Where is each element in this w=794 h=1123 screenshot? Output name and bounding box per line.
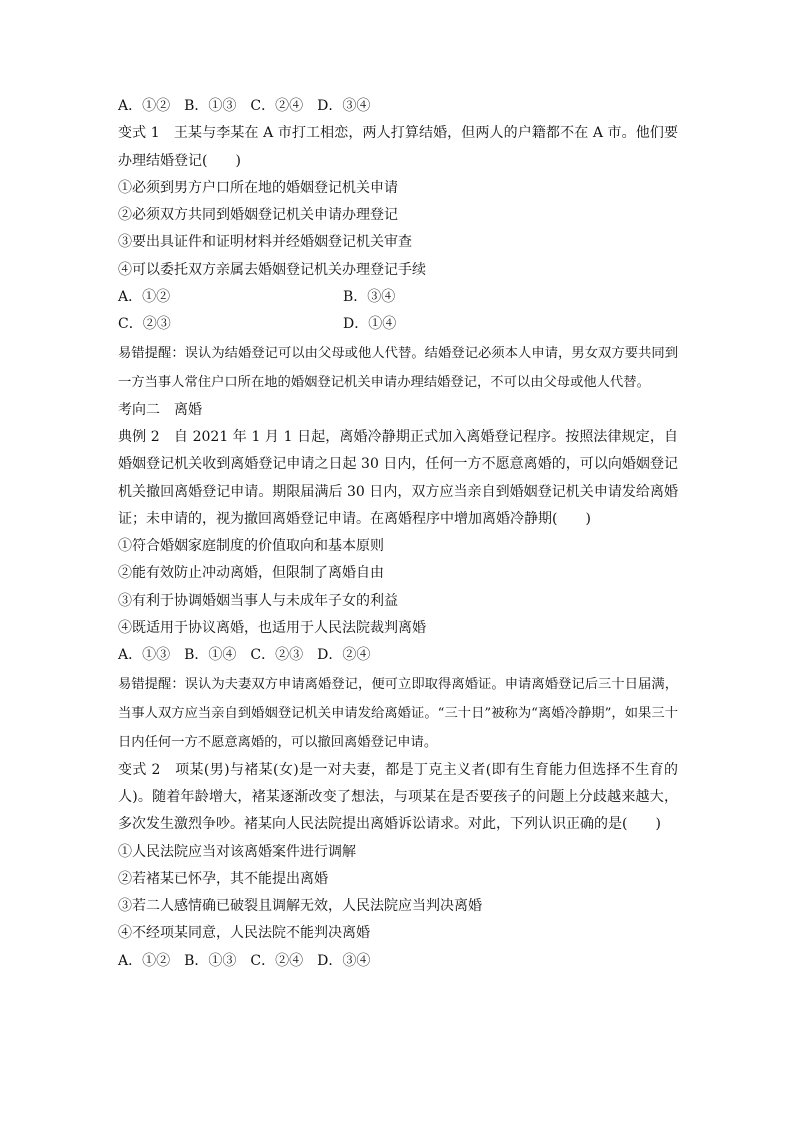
variant1-option-d: D．①④: [343, 316, 397, 333]
variant1-stem: 变式 1 王某与李某在 A 市打工相恋，两人打算结婚，但两人的户籍都不在 A 市。他们要办理结婚登记( ): [118, 125, 678, 169]
variant1-item-4: ④可以委托双方亲属去婚姻登记机关办理登记手续: [118, 261, 426, 278]
example2-stem: 典例 2 自 2021 年 1 月 1 日起，离婚冷静期正式加入离婚登记程序。按照法律规定，自婚姻登记机关收到离婚登记申请之日起 30 日内，任何一方不愿意离婚的，可以向婚姻登记机关撤回离婚登记申请。期限届满后 30 日内，双方应当亲自到婚姻登记机关申请发给离婚证；未申请的，视为撤回离婚登记申请。在离婚程序中增加离婚冷静期( ): [118, 428, 678, 527]
example2-item-4: ④既适用于协议离婚，也适用于人民法院裁判离婚: [118, 620, 426, 637]
variant2-item-1: ①人民法院应当对该离婚案件进行调解: [118, 843, 356, 860]
example2-item-1: ①符合婚姻家庭制度的价值取向和基本原则: [118, 538, 384, 555]
variant1-item-2: ②必须双方共同到婚姻登记机关申请办理登记: [118, 207, 398, 224]
variant1-item-1: ①必须到男方户口所在地的婚姻登记机关申请: [118, 179, 398, 196]
tip1: [118, 339, 678, 397]
tip2-lead: 易错提醒：: [118, 676, 185, 692]
variant1-option-b: B．③④: [343, 289, 396, 306]
variant1-item-3: ③要出具证件和证明材料并经婚姻登记机关审查: [118, 234, 412, 251]
tip2: [118, 670, 678, 757]
variant1-options-row2: [118, 311, 678, 338]
example2-item-2: ②能有效防止冲动离婚，但限制了离婚自由: [118, 565, 384, 582]
variant2-item-4: ④不经项某同意，人民法院不能判决离婚: [118, 925, 370, 942]
tip2-text: 误认为夫妻双方申请离婚登记，便可立即取得离婚证。申请离婚登记后三十日届满，当事人双方应当亲自到婚姻登记机关申请发给离婚证。“三十日”被称为“离婚冷静期”，如果三十日内任何一方不愿意离婚的，可以撤回离婚登记申请。: [118, 676, 678, 750]
document-page: [118, 93, 678, 975]
variant2-stem: 变式 2 项某(男)与褚某(女)是一对夫妻，都是丁克主义者(即有生育能力但选择不生育的人)。随着年龄增大，褚某逐渐改变了想法，与项某在是否要孩子的问题上分歧越来越大，多次发生激烈争吵。褚某向人民法院提出离婚诉讼请求。对此，下列认识正确的是( ): [118, 761, 678, 833]
example2-options: A．①③ B．①④ C．②③ D．②④: [118, 647, 371, 664]
example2-item-3: ③有利于协调婚姻当事人与未成年子女的利益: [118, 592, 398, 609]
variant2-item-3: ③若二人感情确已破裂且调解无效，人民法院应当判决离婚: [118, 898, 482, 915]
variant1-option-a: A．①②: [118, 289, 171, 306]
q1-options: A．①② B．①③ C．②④ D．③④: [118, 98, 371, 114]
tip1-text: 误认为结婚登记可以由父母或他人代替。结婚登记必须本人申请，男女双方要共同到一方当事人常住户口所在地的婚姻登记机关申请办理结婚登记，不可以由父母或他人代替。: [118, 345, 678, 390]
variant1-options-row1: [118, 284, 678, 311]
tip1-lead: 易错提醒：: [118, 345, 185, 361]
variant2-options: A．①② B．①③ C．②④ D．③④: [118, 952, 371, 969]
section2-heading: 考向二 离婚: [118, 401, 202, 418]
variant2-item-2: ②若褚某已怀孕，其不能提出离婚: [118, 870, 328, 887]
variant1-option-c: C．②③: [118, 316, 171, 333]
